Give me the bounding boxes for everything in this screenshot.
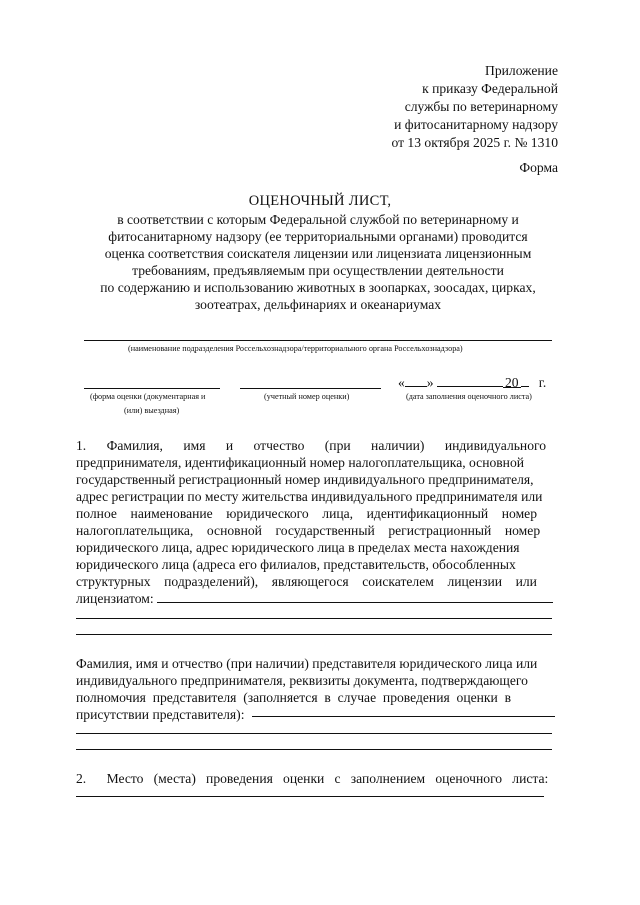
department-caption: (наименование подразделения Россельхознадзора/территориального органа Россельхознадзора) (128, 344, 463, 353)
date-year-prefix: 20 (505, 375, 519, 390)
representative-line-2: индивидуального предпринимателя, реквизиты документа, подтверждающего (76, 673, 528, 688)
section1-line-8: юридического лица (адреса его филиалов, представительств, обособленных (76, 557, 516, 572)
document-title: ОЦЕНОЧНЫЙ ЛИСТ, (248, 193, 392, 209)
licensee-field-line-2[interactable] (76, 618, 552, 619)
subtitle-line-5: по содержанию и использованию животных в зоопарках, зоосадах, цирках, (100, 280, 536, 295)
subtitle-line-3: оценка соответствия соискателя лицензии или лицензиата лицензионным (104, 246, 532, 261)
representative-label: присутствии представителя): (76, 707, 245, 722)
header-line-4: и фитосанитарному надзору (394, 117, 558, 132)
date-day-blank[interactable] (405, 374, 427, 387)
department-field-line[interactable] (84, 340, 552, 341)
assessment-form-field-line[interactable] (84, 388, 220, 389)
section1-last-line (76, 590, 556, 607)
subtitle-line-4: требованиям, предъявляемым при осуществлении деятельности (132, 263, 504, 278)
order-reference-block (318, 62, 558, 152)
representative-line-3: полномочия представителя (заполняется в случае проведения оценки в (76, 690, 512, 705)
subtitle-line-1: в соответствии с которым Федеральной службой по ветеринарному и (117, 212, 519, 227)
date-close-quote: » (426, 375, 434, 390)
account-number-caption: (учетный номер оценки) (264, 392, 350, 401)
licensee-field-line-3[interactable] (76, 634, 552, 635)
section1-line-5: полное наименование юридического лица, идентификационный номер (76, 506, 538, 521)
representative-field-line-1[interactable] (252, 716, 555, 717)
fill-date-field[interactable] (398, 374, 546, 391)
section1-line-1: 1. Фамилия, имя и отчество (при наличии) индивидуального (76, 438, 547, 453)
section1-line-9: структурных подразделений), являющегося соискателем лицензии или (76, 574, 537, 589)
assessment-form-caption-2: (или) выездная) (124, 406, 180, 415)
section-2 (76, 770, 556, 787)
section-1 (76, 437, 556, 607)
header-line-3: службы по ветеринарному (404, 99, 558, 114)
subtitle-line-6: зоотеатрах, дельфинариях и океанариумах (194, 297, 442, 312)
licensee-label: лицензиатом: (76, 591, 154, 606)
date-open-quote: « (398, 375, 405, 390)
account-number-field-line[interactable] (240, 388, 381, 389)
licensee-field-line-1[interactable] (157, 602, 553, 603)
section1-line-6: налогоплательщика, основной государственный регистрационный номер (76, 523, 541, 538)
date-year-suffix: г. (538, 375, 547, 390)
form-label: Форма (519, 160, 558, 175)
representative-field-line-3[interactable] (76, 749, 552, 750)
representative-section (76, 655, 556, 723)
representative-last-line (76, 706, 556, 723)
section1-line-4: адрес регистрации по месту жительства индивидуального предпринимателя или (76, 489, 543, 504)
section1-line-2: предпринимателя, идентификационный номер налогоплательщика, основной (76, 455, 525, 470)
document-subtitle (78, 211, 558, 313)
fill-date-caption: (дата заполнения оценочного листа) (406, 392, 532, 401)
date-year-blank[interactable] (521, 374, 529, 387)
section1-line-7: юридического лица, адрес юридического лица в пределах места нахождения (76, 540, 520, 555)
section1-line-3: государственный регистрационный номер индивидуального предпринимателя, (76, 472, 534, 487)
subtitle-line-2: фитосанитарному надзору (ее территориальными органами) проводится (108, 229, 528, 244)
header-line-5: от 13 октября 2025 г. № 1310 (391, 135, 558, 150)
header-line-2: к приказу Федеральной (422, 81, 558, 96)
representative-field-line-2[interactable] (76, 733, 552, 734)
section2-label: 2. Место (места) проведения оценки с заполнением оценочного листа: (76, 771, 549, 786)
representative-line-1: Фамилия, имя и отчество (при наличии) представителя юридического лица или (76, 656, 538, 671)
header-line-1: Приложение (485, 63, 558, 78)
date-month-blank[interactable] (437, 374, 503, 387)
assessment-place-field-line[interactable] (76, 796, 544, 797)
assessment-form-caption-1: (форма оценки (документарная и (90, 392, 206, 401)
